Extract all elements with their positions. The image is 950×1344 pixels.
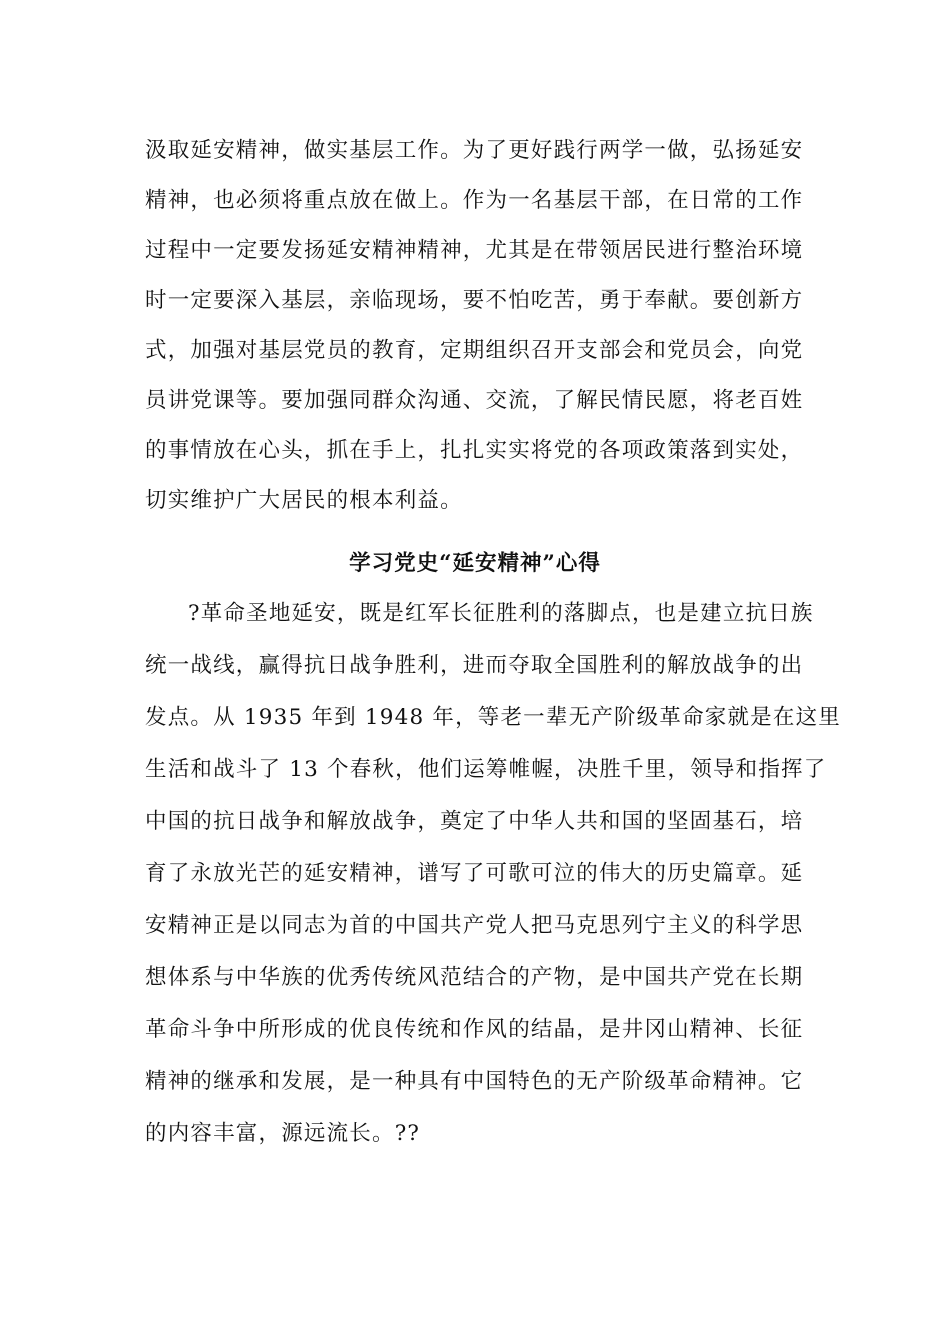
paragraph-2-line-2: 统一战线，赢得抗日战争胜利，进而夺取全国胜利的解放战争的出: [145, 653, 804, 678]
paragraph-2-line-5: 中国的抗日战争和解放战争，奠定了中华人共和国的坚固基石，培: [145, 809, 804, 834]
paragraph-1-line-6: 员讲党课等。要加强同群众沟通、交流，了解民情民愿，将老百姓: [145, 388, 804, 413]
paragraph-1-line-8: 切实维护广大居民的根本利益。: [145, 488, 463, 513]
paragraph-1-line-3: 过程中一定要发扬延安精神精神，尤其是在带领居民进行整治环境: [145, 238, 804, 263]
paragraph-2-line-6: 育了永放光芒的延安精神，谱写了可歌可泣的伟大的历史篇章。延: [145, 861, 804, 886]
paragraph-2-line-4: 生活和战斗了 13 个春秋，他们运筹帷幄，决胜千里，领导和指挥了: [145, 757, 827, 782]
paragraph-1-line-5: 式，加强对基层党员的教育，定期组织召开支部会和党员会，向党: [145, 338, 804, 363]
paragraph-2-line-8: 想体系与中华族的优秀传统风范结合的产物，是中国共产党在长期: [145, 965, 804, 990]
paragraph-1-line-1: 汲取延安精神，做实基层工作。为了更好践行两学一做，弘扬延安: [145, 138, 804, 163]
paragraph-2-line-3: 发点。从 1935 年到 1948 年，等老一辈无产阶级革命家就是在这里: [145, 705, 841, 730]
section-heading: 学习党史“延安精神”心得: [349, 551, 601, 576]
paragraph-2-line-11: 的内容丰富，源远流长。??: [145, 1121, 421, 1146]
paragraph-2-line-7: 安精神正是以同志为首的中国共产党人把马克思列宁主义的科学思: [145, 913, 804, 938]
paragraph-1-line-7: 的事情放在心头，抓在手上，扎扎实实将党的各项政策落到实处，: [145, 438, 804, 463]
paragraph-1-line-4: 时一定要深入基层，亲临现场，要不怕吃苦，勇于奉献。要创新方: [145, 288, 804, 313]
paragraph-2-line-10: 精神的继承和发展，是一种具有中国特色的无产阶级革命精神。它: [145, 1069, 804, 1094]
paragraph-2-line-1: ?革命圣地延安，既是红军长征胜利的落脚点，也是建立抗日族: [188, 601, 814, 626]
paragraph-1-line-2: 精神，也必须将重点放在做上。作为一名基层干部，在日常的工作: [145, 188, 804, 213]
paragraph-2-line-9: 革命斗争中所形成的优良传统和作风的结晶，是井冈山精神、长征: [145, 1017, 804, 1042]
